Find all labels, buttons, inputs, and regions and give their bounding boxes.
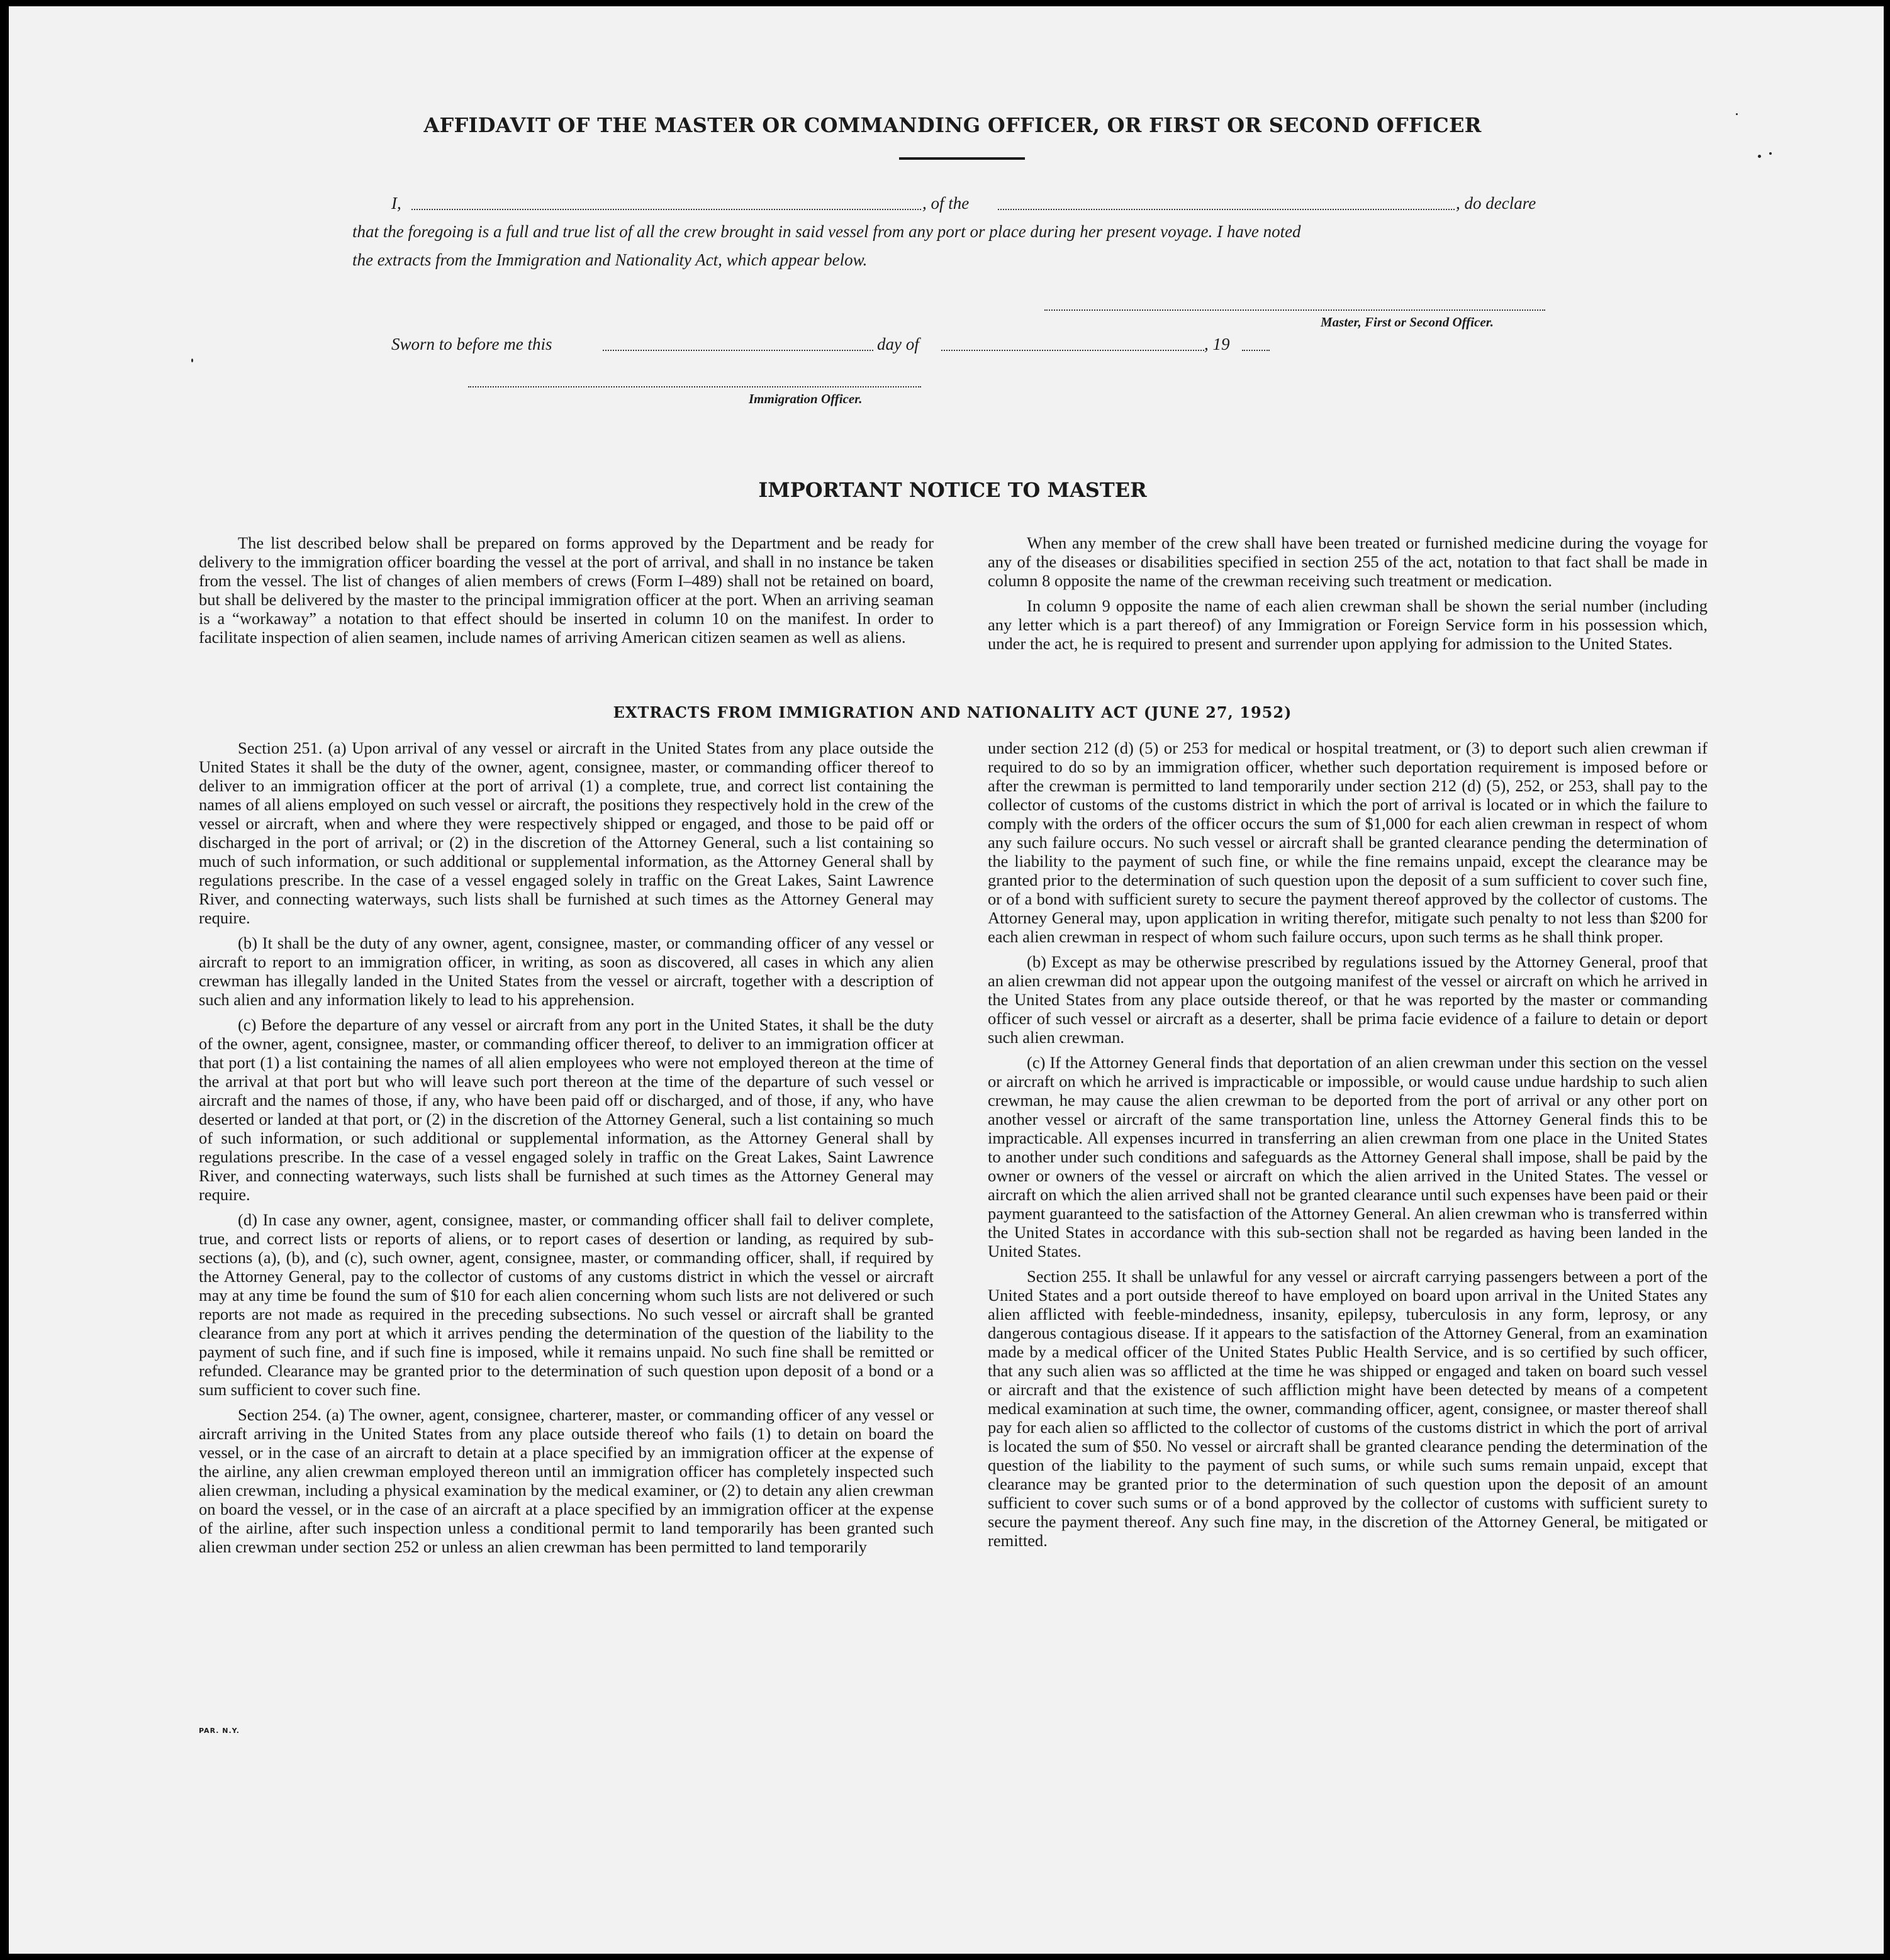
vessel-name-field[interactable] [998, 209, 1455, 210]
notice-paragraph: When any member of the crew shall have been treated or furnished medicine during the voyage for any of the diseases or disabilities specified in section 255 of the act, notation to that fact shall be made in column 8 opposite the name of the crewman receiving such treatment or medication. [988, 533, 1708, 590]
declarant-name-field[interactable] [411, 209, 921, 210]
sworn-label: Sworn to before me this [391, 335, 552, 354]
printer-imprint: PAR. N.Y. [199, 1727, 240, 1735]
sworn-day-field[interactable] [603, 350, 873, 351]
affidavit-i-label: I, [391, 194, 401, 213]
section-255: Section 255. It shall be unlawful for any vessel or aircraft carrying passengers between a port of the United States and a port outside thereof to have employed on board upon arrival in the United States any alien afflicted with feeble-mindedness, insanity, epilepsy, tuberculosis in any form, leprosy, or any dangerous contagious disease. If it appears to the satisfaction of the Attorney General, from an examination made by a medical officer of the United States Public Health Service, and is so certified by such officer, that any such alien was so afflicted at the time he was shipped or engaged and taken on board such vessel or aircraft and that the existence of such affliction might have been detected by means of a competent medical examination at such time, the owner, commanding officer, agent, consignee, or master thereof shall pay for each alien so afflicted to the collector of customs of the customs district in which the port of arrival is located the sum of $50. No vessel or aircraft shall be granted clearance pending the determination of the question of the liability to the payment of such sums, or while such sums remain unpaid, except that clearance may be granted prior to the determination of such question upon the deposit of an amount sufficient to cover such sums or of a bond approved by the collector of customs with sufficient surety to secure the payment thereof. Any such fine may, in the discretion of the Attorney General, be mitigated or remitted. [988, 1267, 1708, 1550]
master-signature-caption: Master, First or Second Officer. [1321, 315, 1494, 330]
scan-speck [1769, 152, 1772, 155]
sworn-year-field[interactable] [1242, 350, 1270, 351]
notice-paragraph: The list described below shall be prepared on forms approved by the Department and be ready for delivery to the immigration officer boarding the vessel at the port of arrival, and shall in no instance be taken from the vessel. The list of changes of alien members of crews (Form I–489) shall not be retained on board, but shall be delivered by the master to the principal immigration officer at the port. When an arriving seaman is a “workaway” a notation to that effect should be inserted in column 10 on the manifest. In order to facilitate inspection of alien seamen, include names of arriving American citizen seamen as well as aliens. [199, 533, 934, 647]
document-sheet [9, 6, 1884, 1954]
section-254-b: (b) Except as may be otherwise prescribed by regulations issued by the Attorney General, proof that an alien crewman did not appear upon the outgoing manifest of the vessel or aircraft on which he arrived in the United States from any place outside thereof, or that he was reported by the master or commanding officer of such vessel or aircraft as a deserter, shall be prima facie evidence of a failure to detain or deport such alien crewman. [988, 952, 1708, 1047]
affidavit-title: AFFIDAVIT OF THE MASTER OR COMMANDING OFFICER, OR FIRST OR SECOND OFFICER [423, 113, 1482, 137]
of-the-label: , of the [922, 194, 970, 213]
section-251-a: Section 251. (a) Upon arrival of any vessel or aircraft in the United States from any place outside the United States it shall be the duty of the owner, agent, consignee, master, or commanding officer thereof to deliver to an immigration officer at the port of arrival (1) a complete, true, and correct list containing the names of all aliens employed on such vessel or aircraft, the positions they respectively hold in the crew of the vessel or aircraft, when and where they were respectively shipped or engaged, and those to be paid off or discharged in the port of arrival; or (2) in the discretion of the Attorney General, such a list containing so much of such information, or such additional or supplemental information, as the Attorney General shall by regulations prescribe. In the case of a vessel engaged solely in traffic on the Great Lakes, Saint Lawrence River, and connecting waterways, such lists shall be furnished at such times as the Attorney General may require. [199, 738, 934, 927]
section-251-d: (d) In case any owner, agent, consignee, master, or commanding officer shall fail to deliver complete, true, and correct lists or reports of aliens, or to report cases of desertion or landing, as required by sub-sections (a), (b), and (c), such owner, agent, consignee, master, or commanding officer, shall, if required by the Attorney General, pay to the collector of customs of any customs district in which the vessel or aircraft may at any time be found the sum of $10 for each alien concerning whom such lists are not delivered or such reports are not made as required in the preceding subsections. No such vessel or aircraft shall be granted clearance from any port at which it arrives pending the determination of the question of the liability to the payment of such fine, and if such fine is imposed, while it remains unpaid. No such fine shall be remitted or refunded. Clearance may be granted prior to the determination of such question upon deposit of a bond or a sum sufficient to cover such fine. [199, 1210, 934, 1399]
day-of-label: day of [877, 335, 919, 354]
extracts-right-column [988, 738, 1708, 1556]
notice-left-column [199, 533, 934, 653]
do-declare-label: , do declare [1456, 194, 1536, 213]
section-254-c: (c) If the Attorney General finds that deportation of an alien crewman under this section on the vessel or aircraft on which he arrived is impracticable or impossible, or would cause undue hardship to such alien crewman, he may cause the alien crewman to be deported from the port of arrival or any other port on another vessel or aircraft of the same transportation line, unless the Attorney General finds this to be impracticable. All expenses incurred in transferring an alien crewman from one place in the United States to another under such conditions and safeguards as the Attorney General shall impose, shall be paid by the owner or owners of the vessel or aircraft on which the alien arrived in the United States. The vessel or aircraft on which the alien arrived shall not be granted clearance until such expenses have been paid or their payment guaranteed to the satisfaction of the Attorney General. An alien crewman who is transferred within the United States in accordance with this sub-section shall not be regarded as having been landed in the United States. [988, 1053, 1708, 1261]
scan-speck [191, 359, 193, 362]
extracts-title: EXTRACTS FROM IMMIGRATION AND NATIONALITY ACT (JUNE 27, 1952) [613, 703, 1292, 721]
officer-signature-field[interactable] [468, 386, 921, 387]
section-251-b: (b) It shall be the duty of any owner, agent, consignee, master, or commanding officer of any vessel or aircraft to report to an immigration officer, in writing, as soon as discovered, all cases in which any alien crewman has illegally landed in the United States from the vessel or aircraft, together with a description of such alien and any information likely to lead to his apprehension. [199, 933, 934, 1009]
officer-signature-caption: Immigration Officer. [749, 391, 863, 406]
sworn-month-field[interactable] [941, 350, 1204, 351]
section-254-a: Section 254. (a) The owner, agent, consignee, charterer, master, or commanding officer of any vessel or aircraft arriving in the United States from any place outside thereof who fails (1) to detain on board the vessel, or in the case of an aircraft to detain at a place specified by an immigration officer at the expense of the airline, any alien crewman employed thereon until an immigration officer has completely inspected such alien crewman, including a physical examination by the medical examiner, or (2) to detain any alien crewman on board the vessel, or in the case of an aircraft at a place specified by an immigration officer at the expense of the airline, after such inspection unless a conditional permit to land temporarily has been granted such alien crewman under section 252 or unless an alien crewman has been permitted to land temporarily [199, 1405, 934, 1556]
extracts-left-column [199, 738, 934, 1562]
affidavit-line-2: that the foregoing is a full and true list of all the crew brought in said vessel from any port or place during her present voyage. I have noted [352, 222, 1301, 241]
notice-paragraph: In column 9 opposite the name of each alien crewman shall be shown the serial number (including any letter which is a part thereof) of any Immigration or Foreign Service form in his possession which, under the act, he is required to present and surrender upon applying for admission to the United States. [988, 596, 1708, 653]
title-underline [899, 157, 1025, 160]
section-251-c: (c) Before the departure of any vessel or aircraft from any port in the United States, it shall be the duty of the owner, agent, consignee, master, or commanding officer thereof, to deliver to an immigration officer at that port (1) a list containing the names of all alien employees who were not employed thereon at the time of the arrival at that port but who will leave such port thereon at the time of the departure of such vessel or aircraft and the names of those, if any, who have been paid off or discharged, and of those, if any, who have deserted or landed at that port, or (2) in the discretion of the Attorney General, such a list containing so much of such information, or such additional or supplemental information, as the Attorney General shall by regulations prescribe. In the case of a vessel engaged solely in traffic on the Great Lakes, Saint Lawrence River, and connecting waterways, such lists shall be furnished at such times as the Attorney General may require. [199, 1015, 934, 1204]
master-signature-field[interactable] [1044, 309, 1545, 311]
scan-speck [1736, 113, 1738, 115]
scan-speck [1758, 155, 1761, 158]
year-label: , 19 [1204, 335, 1230, 354]
section-254-a-continued: under section 212 (d) (5) or 253 for medical or hospital treatment, or (3) to deport such alien crewman if required to do so by an immigration officer, whether such deportation requirement is imposed before or after the crewman is permitted to land temporarily under section 212 (d) (5), 252, or 253, shall pay to the collector of customs of the customs district in which the port of arrival is located or in which the failure to comply with the orders of the officer occurs the sum of $1,000 for each alien crewman in respect of whom any such failure occurs. No such vessel or aircraft shall be granted clearance pending the determination of the liability to the payment of such fine, or while the fine remains unpaid, except the clearance may be granted prior to the determination of such question upon the deposit of a sum sufficient to cover such fine, or of a bond with sufficient surety to secure the payment thereof approved by the collector of customs. The Attorney General may, upon application in writing therefor, mitigate such penalty to not less than $200 for each alien crewman in respect of whom such failure occurs, upon such terms as he shall think proper. [988, 738, 1708, 946]
notice-right-column [988, 533, 1708, 659]
notice-title: IMPORTANT NOTICE TO MASTER [758, 478, 1147, 502]
affidavit-line-3: the extracts from the Immigration and Nationality Act, which appear below. [352, 250, 868, 269]
